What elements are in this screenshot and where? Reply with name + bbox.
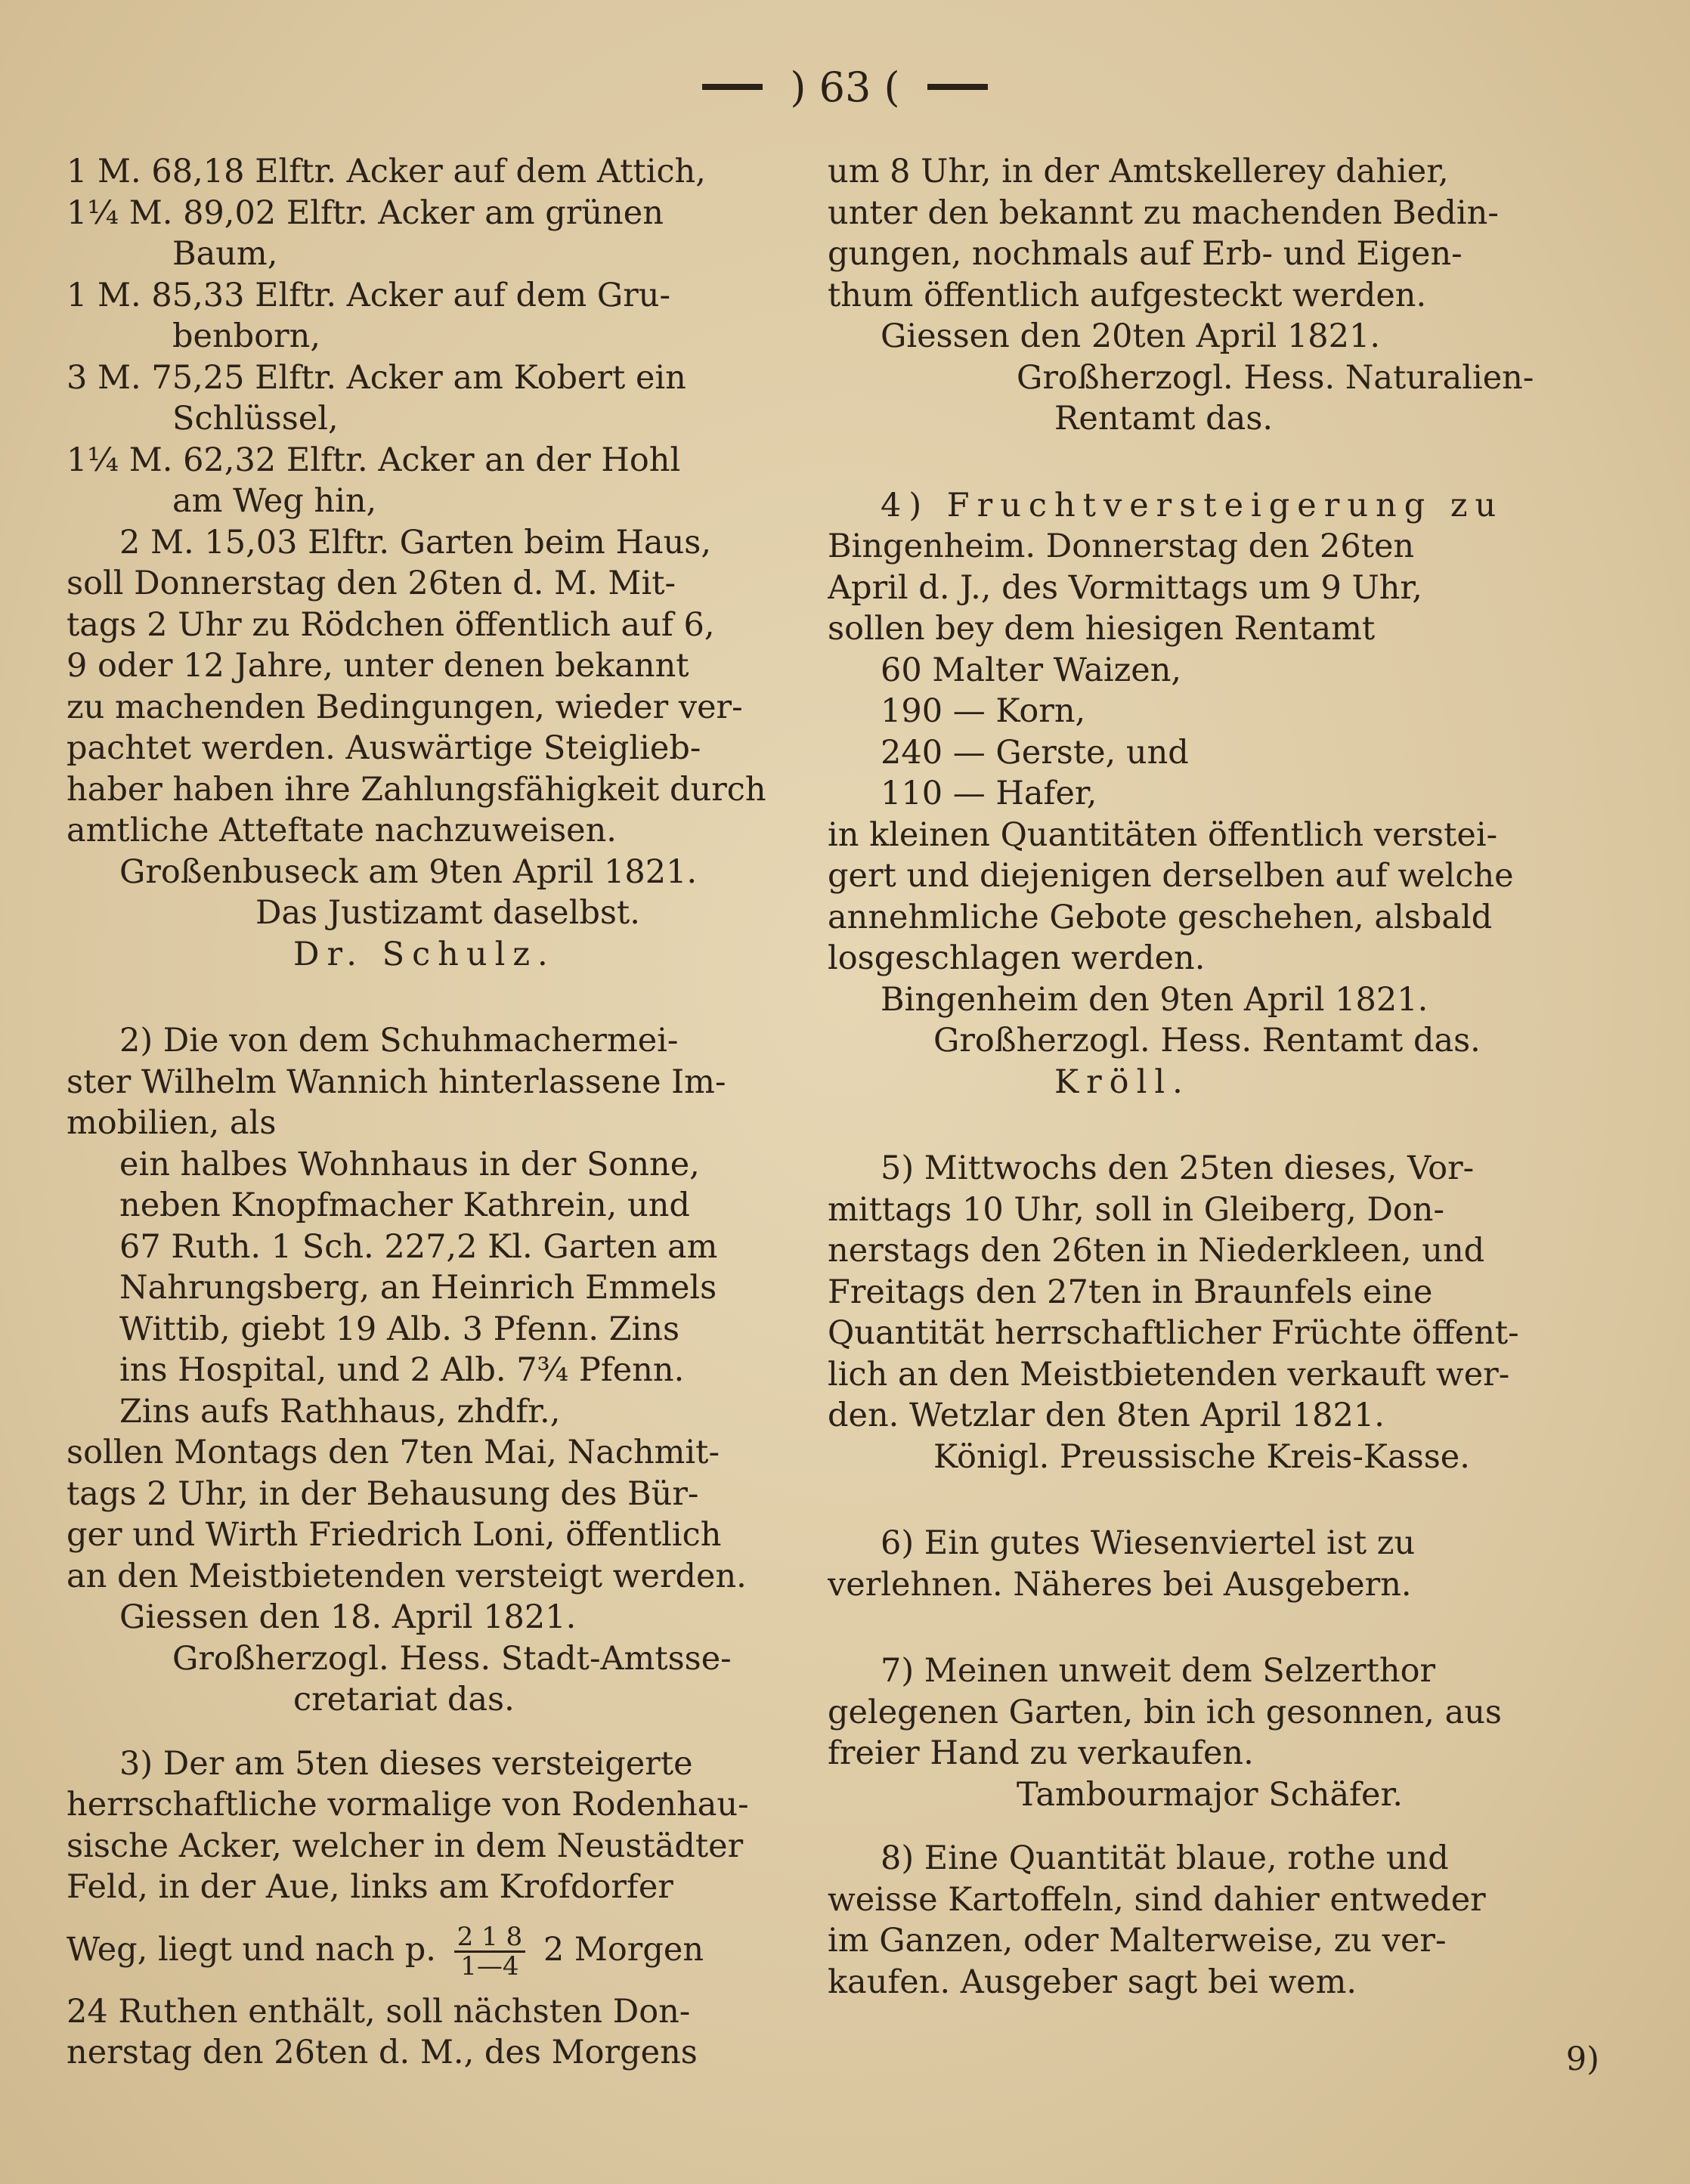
text-line: ger und Wirth Friedrich Loni, öffentlich: [67, 1516, 722, 1554]
text-line: Wittib, giebt 19 Alb. 3 Pfenn. Zins: [119, 1310, 680, 1348]
text-line: 110 — Hafer,: [881, 775, 1097, 812]
text-line: thum öffentlich aufgesteckt werden.: [828, 276, 1427, 314]
signature-line: Königl. Preussische Kreis-Kasse.: [933, 1437, 1470, 1476]
text-line: losgeschlagen werden.: [828, 939, 1206, 977]
text-line: ster Wilhelm Wannich hinterlassene Im-: [67, 1063, 726, 1101]
section-gap: [828, 1477, 1583, 1523]
text-line: Großenbuseck am 9ten April 1821.: [119, 852, 698, 891]
fraction-denominator: 1—4: [460, 1951, 519, 1981]
left-column: [67, 151, 800, 2074]
text-line: 24 Ruthen enthält, soll nächsten Don-: [67, 1992, 691, 2031]
text-line: sollen Montags den 7ten Mai, Nachmit-: [67, 1434, 720, 1471]
section-gap: [67, 1721, 800, 1743]
fraction-numerator: 2 1 8: [454, 1923, 526, 1953]
text-line: mittags 10 Uhr, soll in Gleiberg, Don-: [828, 1190, 1444, 1229]
text-line: 240 — Gerste, und: [881, 733, 1189, 772]
signature-line: Das Justizamt daselbst.: [255, 894, 640, 932]
text-line: freier Hand zu verkaufen.: [828, 1734, 1254, 1772]
section-gap: [828, 1815, 1583, 1838]
text-line: 1¼ M. 62,32 Elftr. Acker an der Hohl: [67, 441, 681, 479]
section-gap: [828, 440, 1583, 485]
text-line: Zins aufs Rathhaus, zhdfr.,: [119, 1392, 561, 1431]
text-line: 60 Malter Waizen,: [881, 651, 1182, 689]
text-line: sollen bey dem hiesigen Rentamt: [828, 610, 1376, 648]
text-line: neben Knopfmacher Kathrein, und: [119, 1186, 690, 1224]
text-line: ein halbes Wohnhaus in der Sonne,: [119, 1145, 700, 1183]
page-header: [0, 53, 1690, 121]
text-line: herrschaftliche vormalige von Rodenhau-: [67, 1786, 749, 1824]
text-line: im Ganzen, oder Malterweise, zu ver-: [828, 1922, 1447, 1960]
fraction: [454, 1923, 526, 1980]
text-line: 1 M. 68,18 Elftr. Acker auf dem Attich,: [67, 153, 706, 190]
text-line: 4) Fruchtversteigerung zu: [881, 486, 1504, 524]
signature-line: Großherzogl. Hess. Rentamt das.: [933, 1022, 1481, 1060]
right-column: [828, 151, 1583, 2003]
text-line: 7) Meinen unweit dem Selzerthor: [881, 1652, 1436, 1690]
text-fragment: 2 Morgen: [543, 1930, 704, 1969]
signature-line: Großherzogl. Hess. Stadt-Amtsse-: [172, 1639, 732, 1678]
section-gap: [67, 975, 800, 1020]
text-line: nerstags den 26ten in Niederkleen, und: [828, 1232, 1485, 1270]
text-line: gungen, nochmals auf Erb- und Eigen-: [828, 235, 1462, 273]
text-line: nerstag den 26ten d. M., des Morgens: [67, 2034, 698, 2071]
signature-line: Rentamt das.: [1054, 400, 1274, 438]
signature-line: Tambourmajor Schäfer.: [1017, 1775, 1404, 1814]
header-rule-right: [927, 84, 988, 90]
signature-line: Großherzogl. Hess. Naturalien-: [1017, 358, 1534, 397]
text-line: 190 — Korn,: [881, 692, 1086, 730]
text-fragment: Weg, liegt und nach p.: [67, 1930, 436, 1969]
text-line: Baum,: [172, 235, 278, 273]
text-line: gelegenen Garten, bin ich gesonnen, aus: [828, 1693, 1502, 1731]
text-line: lich an den Meistbietenden verkauft wer-: [828, 1355, 1510, 1394]
text-line: annehmliche Gebote geschehen, alsbald: [828, 898, 1493, 936]
text-line: 3) Der am 5ten dieses versteigerte: [119, 1744, 693, 1783]
text-line: Bingenheim den 9ten April 1821.: [881, 980, 1428, 1019]
signature-line: Dr. Schulz.: [293, 935, 556, 973]
text-line: benborn,: [172, 317, 320, 355]
text-line: 5) Mittwochs den 25ten dieses, Vor-: [881, 1149, 1475, 1187]
text-line: mobilien, als: [67, 1104, 277, 1142]
text-line: Nahrungsberg, an Heinrich Emmels: [119, 1269, 717, 1307]
text-line: soll Donnerstag den 26ten d. M. Mit-: [67, 565, 676, 602]
text-line: Feld, in der Aue, links am Krofdorfer: [67, 1868, 673, 1906]
text-line: Giessen den 18. April 1821.: [119, 1598, 577, 1636]
text-line: weisse Kartoffeln, sind dahier entweder: [828, 1880, 1486, 1919]
text-line: kaufen. Ausgeber sagt bei wem.: [828, 1963, 1357, 2001]
text-line: zu machenden Bedingungen, wieder ver-: [67, 688, 743, 726]
text-line: den. Wetzlar den 8ten April 1821.: [828, 1397, 1385, 1434]
text-line: Quantität herrschaftlicher Früchte öffent-: [828, 1314, 1519, 1352]
text-line: Schlüssel,: [172, 400, 339, 438]
text-line: verlehnen. Näheres bei Ausgebern.: [828, 1565, 1412, 1604]
text-line: Giessen den 20ten April 1821.: [881, 317, 1381, 355]
page-number: ) 63 (: [790, 63, 900, 111]
text-line: amtliche Atteftate nachzuweisen.: [67, 812, 617, 849]
text-line: 67 Ruth. 1 Sch. 227,2 Kl. Garten am: [119, 1227, 718, 1266]
text-line: sische Acker, welcher in dem Neustädter: [67, 1827, 744, 1865]
text-line: an den Meistbietenden versteigt werden.: [67, 1557, 747, 1595]
text-line: Freitags den 27ten in Braunfels eine: [828, 1273, 1433, 1311]
text-line: am Weg hin,: [172, 482, 377, 520]
text-line: tags 2 Uhr, in der Behausung des Bür-: [67, 1474, 699, 1513]
text-line: unter den bekannt zu machenden Bedin-: [828, 193, 1499, 232]
text-line: 2 M. 15,03 Elftr. Garten beim Haus,: [119, 523, 712, 561]
signature-line: cretariat das.: [293, 1681, 515, 1718]
section-gap: [828, 1605, 1583, 1650]
text-line: gert und diejenigen derselben auf welche: [828, 857, 1514, 895]
text-line: 8) Eine Quantität blaue, rothe und: [881, 1839, 1449, 1877]
text-line-with-fraction: [67, 1908, 800, 1991]
text-line: 9 oder 12 Jahre, unter denen bekannt: [67, 647, 689, 685]
text-line: in kleinen Quantitäten öffentlich verstei-: [828, 815, 1498, 854]
catchword: 9): [1565, 2040, 1599, 2078]
text-line: ins Hospital, und 2 Alb. 7¾ Pfenn.: [119, 1351, 685, 1389]
text-line: 1¼ M. 89,02 Elftr. Acker am grünen: [67, 193, 664, 232]
text-line: um 8 Uhr, in der Amtskellerey dahier,: [828, 153, 1449, 190]
text-line: April d. J., des Vormittags um 9 Uhr,: [828, 568, 1422, 607]
text-line: haber haben ihre Zahlungsfähigkeit durch: [67, 770, 766, 809]
text-line: 1 M. 85,33 Elftr. Acker auf dem Gru-: [67, 276, 670, 314]
section-gap: [828, 1103, 1583, 1148]
text-line: 3 M. 75,25 Elftr. Acker am Kobert ein: [67, 358, 686, 397]
signature-line: Kröll.: [1054, 1063, 1190, 1101]
header-rule-left: [702, 84, 763, 90]
text-line: 6) Ein gutes Wiesenviertel ist zu: [881, 1524, 1416, 1562]
text-line: Bingenheim. Donnerstag den 26ten: [828, 527, 1415, 565]
text-line: tags 2 Uhr zu Rödchen öffentlich auf 6,: [67, 605, 715, 644]
text-line: 2) Die von dem Schuhmachermei-: [119, 1022, 679, 1060]
text-line: pachtet werden. Auswärtige Steiglieb-: [67, 729, 701, 767]
